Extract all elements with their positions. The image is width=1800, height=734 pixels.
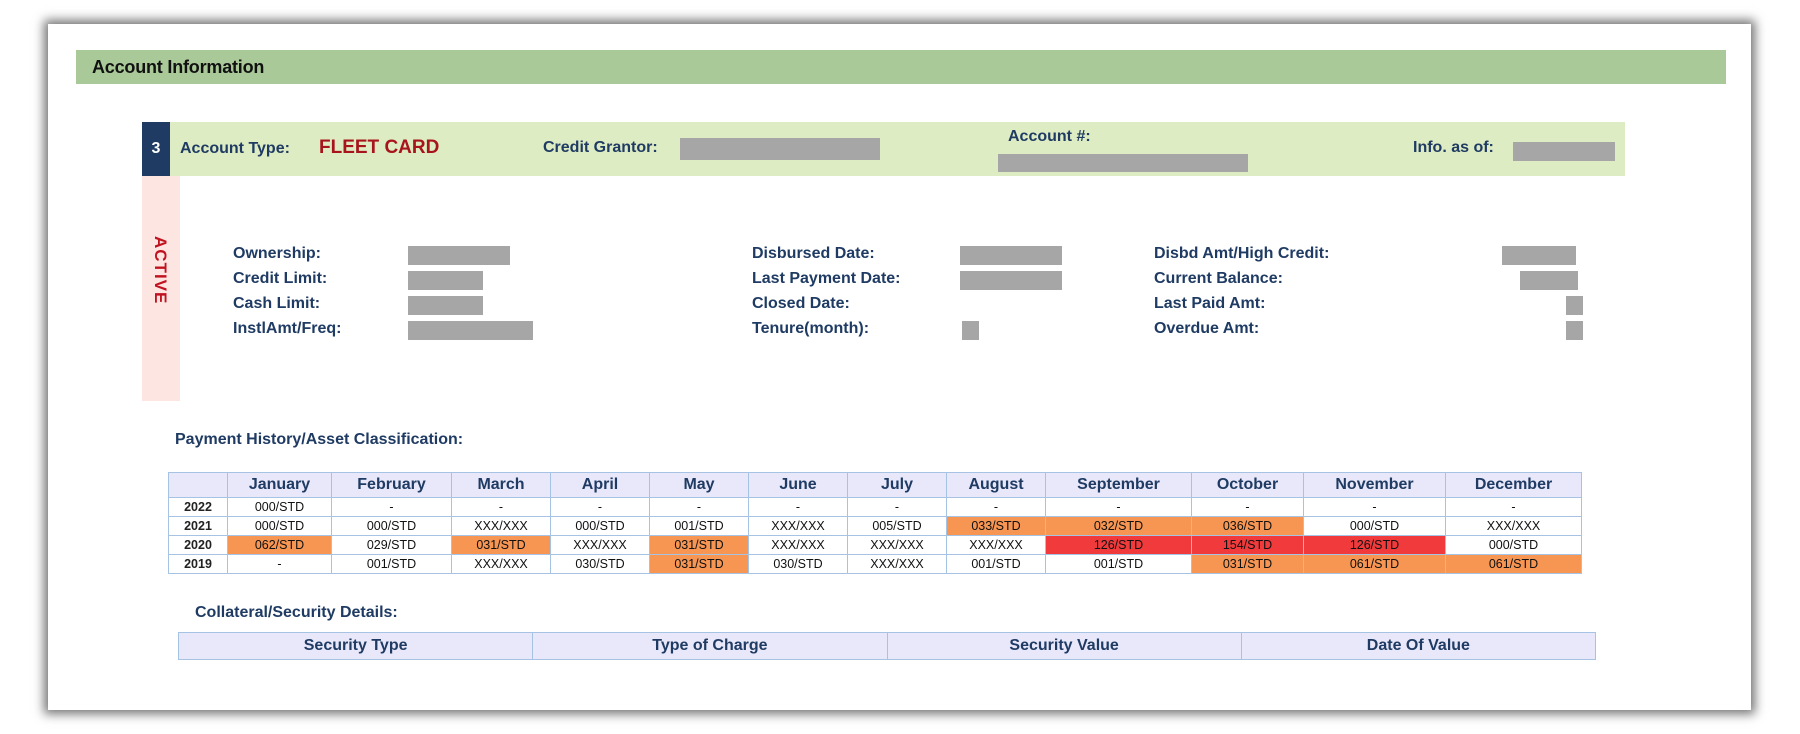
payment-history-title: Payment History/Asset Classification: — [175, 431, 464, 448]
payment-history-table — [168, 472, 1582, 574]
payment-status-cell: - — [1304, 498, 1446, 517]
payment-status-cell: XXX/XXX — [749, 517, 848, 536]
payment-status-cell: 001/STD — [947, 555, 1046, 574]
payment-history-row-2022 — [169, 498, 1582, 517]
payment-status-cell: XXX/XXX — [452, 517, 551, 536]
month-header-august: August — [947, 473, 1046, 498]
payment-history-row-2019 — [169, 555, 1582, 574]
account-type-label: Account Type: — [180, 140, 290, 157]
last-paid-amt-label: Last Paid Amt: — [1154, 295, 1266, 312]
payment-status-cell: - — [1446, 498, 1582, 517]
closed-date-label: Closed Date: — [752, 295, 850, 312]
payment-status-cell: 030/STD — [749, 555, 848, 574]
month-header-december: December — [1446, 473, 1582, 498]
account-type-value: FLEET CARD — [319, 137, 440, 158]
collateral-column-header: Type of Charge — [533, 633, 887, 660]
month-header-april: April — [551, 473, 650, 498]
last-paid-amt-redacted — [1566, 296, 1583, 315]
payment-status-cell: XXX/XXX — [848, 536, 947, 555]
month-header-november: November — [1304, 473, 1446, 498]
payment-status-cell: 029/STD — [332, 536, 452, 555]
ownership-label: Ownership: — [233, 245, 322, 262]
payment-status-cell: - — [332, 498, 452, 517]
account-information-card — [48, 24, 1751, 710]
credit-limit-label: Credit Limit: — [233, 270, 328, 287]
payment-status-cell: 001/STD — [650, 517, 749, 536]
disbd-amt-redacted — [1502, 246, 1576, 265]
info-as-of-redacted — [1513, 142, 1615, 161]
year-cell: 2022 — [169, 498, 228, 517]
month-header-july: July — [848, 473, 947, 498]
account-status: ACTIVE — [151, 236, 170, 305]
account-number-redacted — [998, 154, 1248, 172]
payment-status-cell: 154/STD — [1192, 536, 1304, 555]
payment-status-cell: XXX/XXX — [848, 555, 947, 574]
disbursed-date-redacted — [960, 246, 1062, 265]
tenure-redacted — [962, 321, 979, 340]
payment-status-cell: - — [1046, 498, 1192, 517]
section-title: Account Information — [92, 57, 265, 77]
overdue-amt-label: Overdue Amt: — [1154, 320, 1260, 337]
instl-amt-freq-label: InstlAmt/Freq: — [233, 320, 342, 337]
ownership-redacted — [408, 246, 510, 265]
credit-grantor-label: Credit Grantor: — [543, 139, 658, 156]
account-number-label: Account #: — [1008, 128, 1091, 145]
overdue-amt-redacted — [1566, 321, 1583, 340]
payment-status-cell: XXX/XXX — [749, 536, 848, 555]
collateral-column-header: Date Of Value — [1241, 633, 1595, 660]
payment-status-cell: 033/STD — [947, 517, 1046, 536]
payment-history-row-2020 — [169, 536, 1582, 555]
credit-grantor-redacted — [680, 138, 880, 160]
month-header-february: February — [332, 473, 452, 498]
payment-status-cell: 032/STD — [1046, 517, 1192, 536]
section-header-bar — [76, 50, 1726, 84]
account-status-strip — [142, 176, 180, 401]
payment-status-cell: 001/STD — [332, 555, 452, 574]
payment-status-cell: 030/STD — [551, 555, 650, 574]
payment-status-cell: - — [947, 498, 1046, 517]
payment-status-cell: 126/STD — [1304, 536, 1446, 555]
payment-status-cell: XXX/XXX — [452, 555, 551, 574]
payment-history-header-row — [169, 473, 1582, 498]
payment-status-cell: 000/STD — [1446, 536, 1582, 555]
payment-status-cell: 036/STD — [1192, 517, 1304, 536]
current-balance-redacted — [1520, 271, 1578, 290]
payment-status-cell: 031/STD — [1192, 555, 1304, 574]
payment-status-cell: - — [1192, 498, 1304, 517]
payment-status-cell: 000/STD — [228, 498, 332, 517]
payment-status-cell: XXX/XXX — [551, 536, 650, 555]
payment-status-cell: XXX/XXX — [947, 536, 1046, 555]
collateral-header-row — [179, 633, 1596, 660]
month-header-september: September — [1046, 473, 1192, 498]
tenure-label: Tenure(month): — [752, 320, 870, 337]
payment-status-cell: 062/STD — [228, 536, 332, 555]
payment-status-cell: 005/STD — [848, 517, 947, 536]
account-index-badge: 3 — [142, 122, 170, 176]
payment-history-row-2021 — [169, 517, 1582, 536]
payment-status-cell: 061/STD — [1446, 555, 1582, 574]
cash-limit-label: Cash Limit: — [233, 295, 321, 312]
payment-status-cell: - — [650, 498, 749, 517]
payment-status-cell: XXX/XXX — [1446, 517, 1582, 536]
year-cell: 2021 — [169, 517, 228, 536]
year-header-cell — [169, 473, 228, 498]
month-header-may: May — [650, 473, 749, 498]
collateral-column-header: Security Type — [179, 633, 533, 660]
last-payment-date-redacted — [960, 271, 1062, 290]
payment-status-cell: - — [228, 555, 332, 574]
collateral-title: Collateral/Security Details: — [195, 604, 398, 621]
payment-status-cell: 061/STD — [1304, 555, 1446, 574]
instl-amt-redacted — [408, 321, 533, 340]
month-header-october: October — [1192, 473, 1304, 498]
payment-status-cell: 000/STD — [1304, 517, 1446, 536]
disbd-amt-high-credit-label: Disbd Amt/High Credit: — [1154, 245, 1330, 262]
last-payment-date-label: Last Payment Date: — [752, 270, 901, 287]
payment-status-cell: 001/STD — [1046, 555, 1192, 574]
month-header-march: March — [452, 473, 551, 498]
month-header-january: January — [228, 473, 332, 498]
disbursed-date-label: Disbursed Date: — [752, 245, 875, 262]
payment-status-cell: 000/STD — [228, 517, 332, 536]
payment-status-cell: 031/STD — [452, 536, 551, 555]
payment-status-cell: - — [551, 498, 650, 517]
year-cell: 2019 — [169, 555, 228, 574]
payment-status-cell: - — [452, 498, 551, 517]
collateral-column-header: Security Value — [887, 633, 1241, 660]
credit-limit-redacted — [408, 271, 483, 290]
payment-status-cell: - — [848, 498, 947, 517]
year-cell: 2020 — [169, 536, 228, 555]
month-header-june: June — [749, 473, 848, 498]
info-as-of-label: Info. as of: — [1413, 139, 1494, 156]
collateral-table — [178, 632, 1596, 660]
payment-status-cell: 000/STD — [551, 517, 650, 536]
payment-status-cell: 126/STD — [1046, 536, 1192, 555]
cash-limit-redacted — [408, 296, 483, 315]
payment-status-cell: 000/STD — [332, 517, 452, 536]
current-balance-label: Current Balance: — [1154, 270, 1283, 287]
payment-status-cell: - — [749, 498, 848, 517]
payment-status-cell: 031/STD — [650, 536, 749, 555]
payment-status-cell: 031/STD — [650, 555, 749, 574]
